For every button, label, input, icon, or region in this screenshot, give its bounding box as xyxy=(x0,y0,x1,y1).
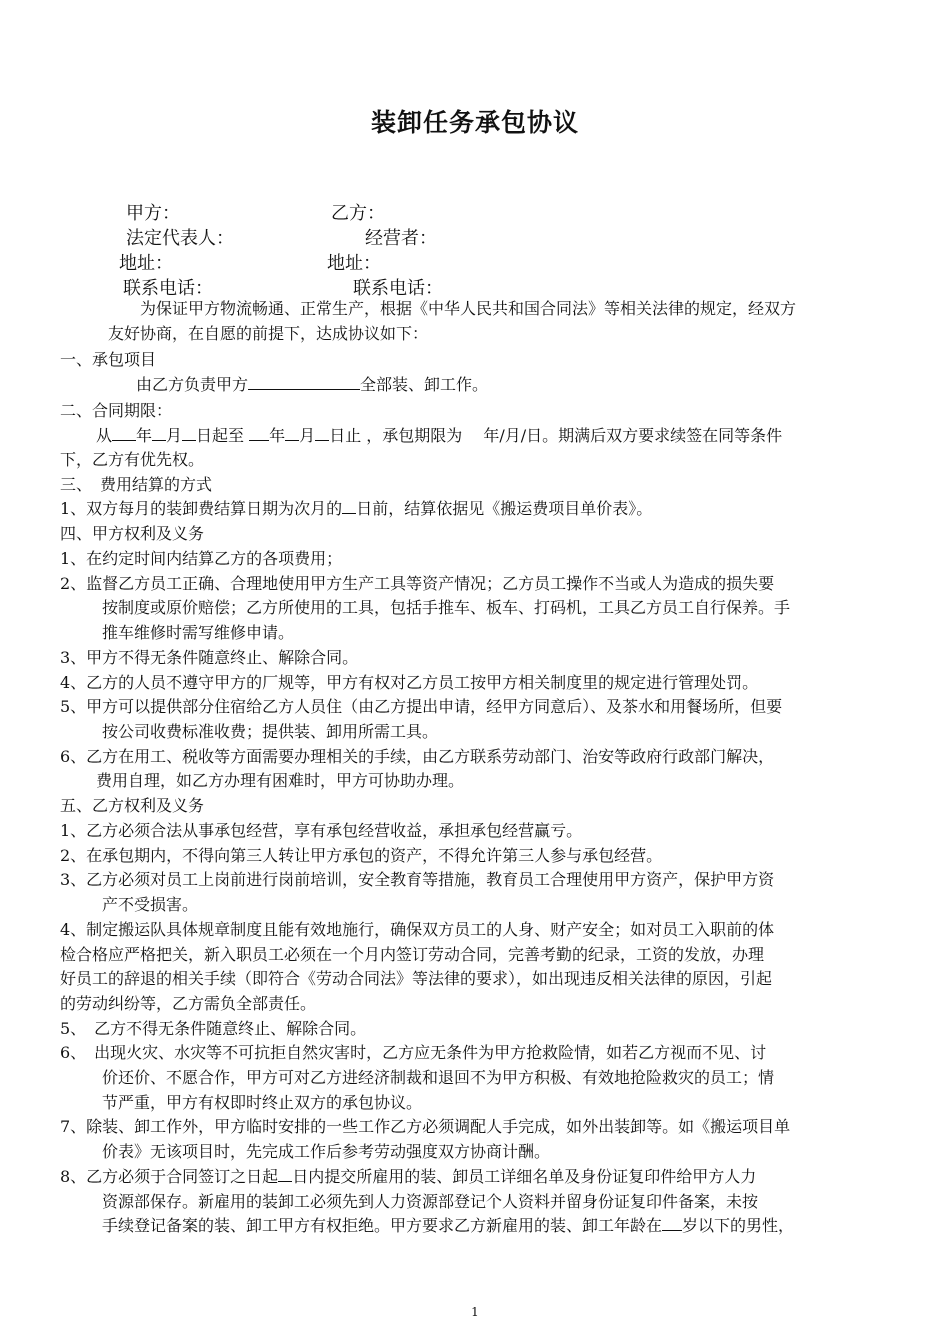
section-text: 由乙方负责甲方 全部装、卸工作。 xyxy=(136,375,489,394)
list-item-continued: 手续登记备案的装、卸工甲方有权拒绝。甲方要求乙方新雇用的装、卸工年龄在 岁以下的男性， xyxy=(102,1216,795,1235)
list-item: 1、乙方必须合法从事承包经营，享有承包经营收益，承担承包经营赢亏。 xyxy=(60,821,583,840)
party-b-label: 乙方： xyxy=(331,203,385,224)
list-item-continued: 检合格应严格把关，新入职员工必须在一个月内签订劳动合同，完善考勤的纪录，工资的发放，办理 xyxy=(60,945,765,964)
section-text: 下，乙方有优先权。 xyxy=(60,450,205,469)
list-item-continued: 好员工的辞退的相关手续（即符合《劳动合同法》等法律的要求），如出现违反相关法律的原因，引起 xyxy=(60,969,773,988)
blank-underline xyxy=(285,425,299,441)
blank-underline xyxy=(112,425,136,441)
page-number: 1 xyxy=(471,1305,479,1319)
list-item-continued: 价还价、不愿合作，甲方可对乙方进经济制裁和退回不为甲方积极、有效地抢险救灾的员工；情 xyxy=(102,1068,775,1087)
list-item-continued: 费用自理，如乙方办理有困难时，甲方可协助办理。 xyxy=(96,771,465,790)
list-item: 5、 乙方不得无条件随意终止、解除合同。 xyxy=(60,1019,367,1038)
section-text: 1、双方每月的装卸费结算日期为次月的 日前，结算依据见《搬运费项目单价表》。 xyxy=(60,499,653,518)
list-item-continued: 按制度或原价赔偿；乙方所使用的工具，包括手推车、板车、打码机，工具乙方员工自行保养。手 xyxy=(102,598,791,617)
list-item: 1、在约定时间内结算乙方的各项费用； xyxy=(60,549,343,568)
section-heading: 一、承包项目 xyxy=(60,350,157,369)
intro-line: 为保证甲方物流畅通、正常生产，根据《中华人民共和国合同法》等相关法律的规定，经双方 xyxy=(140,299,797,318)
blank-underline xyxy=(315,425,329,441)
blank-underline xyxy=(278,1166,292,1182)
section-heading: 二、合同期限： xyxy=(60,401,173,420)
party-b-phone-label: 联系电话： xyxy=(353,278,443,299)
list-item: 5、甲方可以提供部分住宿给乙方人员住（由乙方提出申请，经甲方同意后）、及茶水和用餐场所，但要 xyxy=(60,697,783,716)
list-item: 6、 出现火灾、水灾等不可抗拒自然灾害时，乙方应无条件为甲方抢救险情，如若乙方视而不见、讨 xyxy=(60,1043,767,1062)
list-item-continued: 价表》无该项目时，先完成工作后参考劳动强度双方协商计酬。 xyxy=(102,1142,551,1161)
section-text: 从 年 月 日起至 年 月 日止 ，承包期限为 年/月/日。期满后双方要求续签在同等条件 xyxy=(96,426,783,445)
list-item: 7、除装、卸工作外，甲方临时安排的一些工作乙方必须调配人手完成，如外出装卸等。如《搬运项目单 xyxy=(60,1117,791,1136)
blank-underline xyxy=(342,498,356,514)
list-item: 8、乙方必须于合同签订之日起 日内提交所雇用的装、卸员工详细名单及身份证复印件给甲方人力 xyxy=(60,1167,757,1186)
intro-line: 友好协商，在自愿的前提下，达成协议如下： xyxy=(108,324,429,343)
party-a-address-label: 地址： xyxy=(119,253,173,274)
party-a-label: 甲方： xyxy=(126,203,180,224)
party-b-address-label: 地址： xyxy=(327,253,381,274)
blank-underline xyxy=(249,425,269,441)
party-a-phone-label: 联系电话： xyxy=(123,278,213,299)
list-item-continued: 节严重，甲方有权即时终止双方的承包协议。 xyxy=(102,1093,423,1112)
list-item-continued: 的劳动纠纷等，乙方需负全部责任。 xyxy=(60,994,317,1013)
list-item: 2、监督乙方员工正确、合理地使用甲方生产工具等资产情况；乙方员工操作不当或人为造成的损失要 xyxy=(60,574,775,593)
section-heading: 五、乙方权利及义务 xyxy=(60,796,205,815)
list-item: 3、甲方不得无条件随意终止、解除合同。 xyxy=(60,648,359,667)
list-item-continued: 按公司收费标准收费；提供装、卸用所需工具。 xyxy=(102,722,439,741)
blank-underline xyxy=(662,1215,682,1231)
list-item-continued: 产不受损害。 xyxy=(102,895,199,914)
list-item: 4、制定搬运队具体规章制度且能有效地施行，确保双方员工的人身、财产安全；如对员工入职前的体 xyxy=(60,920,775,939)
list-item: 4、乙方的人员不遵守甲方的厂规等，甲方有权对乙方员工按甲方相关制度里的规定进行管理处罚。 xyxy=(60,673,759,692)
blank-underline xyxy=(182,425,196,441)
list-item-continued: 资源部保存。新雇用的装卸工必须先到人力资源部登记个人资料并留身份证复印件备案，未按 xyxy=(102,1192,759,1211)
section-heading: 四、甲方权利及义务 xyxy=(60,524,205,543)
list-item: 3、乙方必须对员工上岗前进行岗前培训，安全教育等措施，教育员工合理使用甲方资产，保护甲方资 xyxy=(60,870,775,889)
document-title: 装卸任务承包协议 xyxy=(370,108,579,137)
blank-underline xyxy=(152,425,166,441)
section-heading: 三、 费用结算的方式 xyxy=(60,475,213,494)
legal-representative-label: 法定代表人： xyxy=(126,228,234,249)
blank-underline xyxy=(248,374,360,390)
list-item: 6、乙方在用工、税收等方面需要办理相关的手续，由乙方联系劳动部门、治安等政府行政部门解决， xyxy=(60,747,775,766)
list-item-continued: 推车维修时需写维修申请。 xyxy=(102,623,295,642)
operator-label: 经营者： xyxy=(365,228,437,249)
list-item: 2、在承包期内，不得向第三人转让甲方承包的资产，不得允许第三人参与承包经营。 xyxy=(60,846,663,865)
